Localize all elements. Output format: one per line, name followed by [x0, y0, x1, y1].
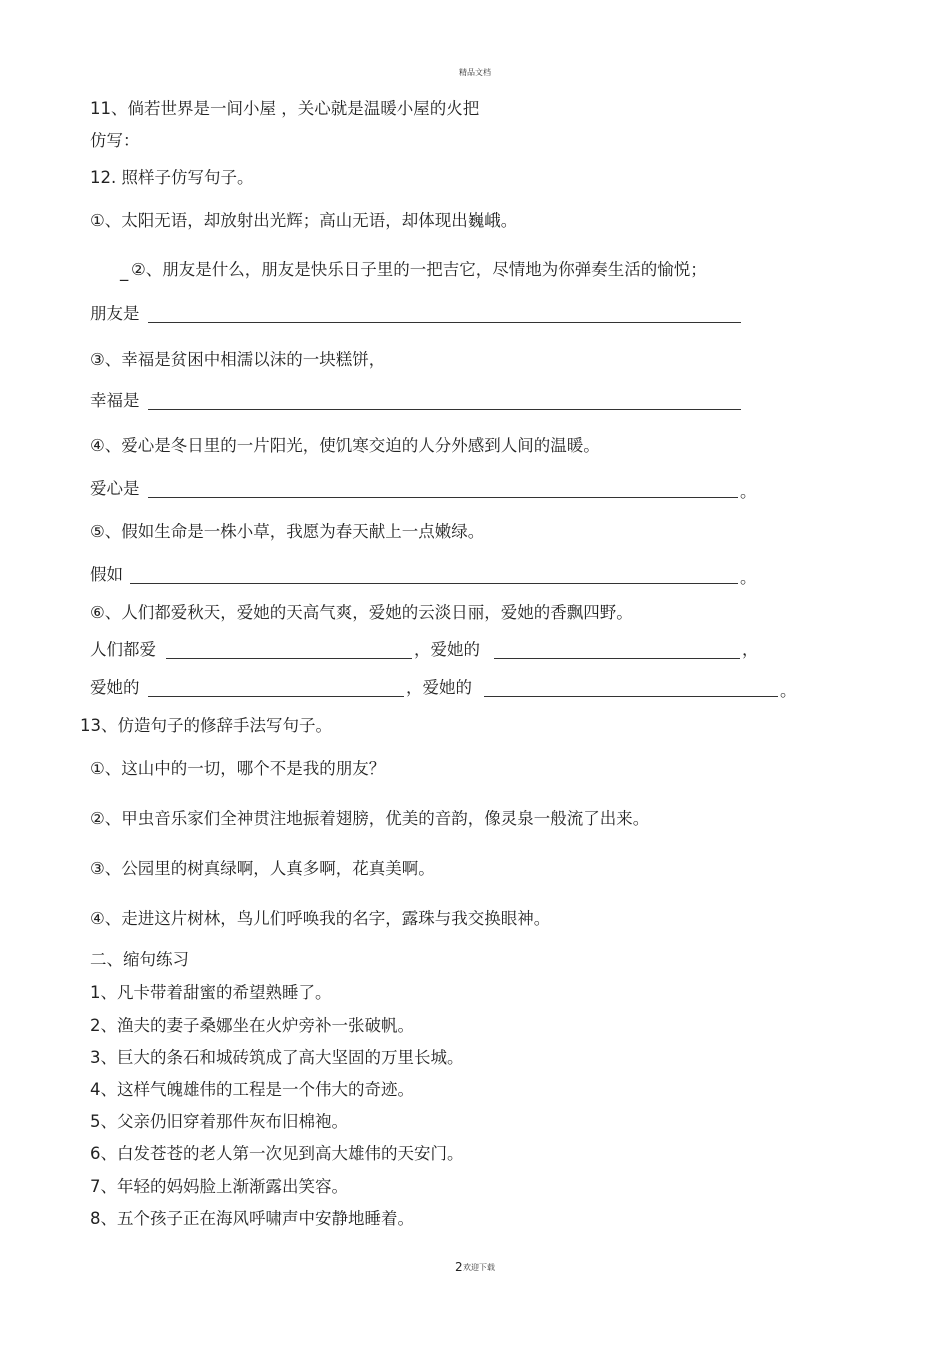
page-footer: 欢迎下载	[463, 1263, 495, 1272]
question-13-item: ①、这山中的一切，哪个不是我的朋友？	[90, 759, 386, 778]
period-5: 。	[740, 568, 757, 587]
answer-line-6d[interactable]	[484, 696, 778, 697]
period-6: 。	[780, 681, 797, 700]
question-13-item: ②、甲虫音乐家们全神贯注地振着翅膀，优美的音韵，像灵泉一般流了出来。	[90, 809, 650, 828]
question-12-prompt-5: 假如	[90, 565, 123, 584]
section-2-item: 2、渔夫的妻子桑娜坐在火炉旁补一张破帆。	[90, 1016, 414, 1035]
page-number: 2	[455, 1260, 463, 1274]
question-11: 11、倘若世界是一间小屋 ，关心就是温暖小屋的火把	[90, 99, 480, 118]
comma-6: ，	[742, 640, 759, 659]
section-2-item: 1、凡卡带着甜蜜的希望熟睡了。	[90, 983, 332, 1002]
answer-line-3[interactable]	[148, 409, 741, 410]
question-12-example-1: ①、太阳无语，却放射出光辉；高山无语，却体现出巍峨。	[90, 211, 518, 230]
section-2-item: 3、巨大的条石和城砖筑成了高大坚固的万里长城。	[90, 1048, 464, 1067]
question-12-prompt-4: 爱心是	[90, 479, 140, 498]
question-12-prompt-6b: ，爱她的	[414, 640, 480, 659]
question-12-prompt-6c: 爱她的	[90, 678, 140, 697]
section-2-item: 6、白发苍苍的老人第一次见到高大雄伟的天安门。	[90, 1144, 464, 1163]
question-12-example-5: ⑤、假如生命是一株小草，我愿为春天献上一点嫩绿。	[90, 522, 485, 541]
period-4: 。	[740, 482, 757, 501]
question-12-example-4: ④、爱心是冬日里的一片阳光，使饥寒交迫的人分外感到人间的温暖。	[90, 436, 600, 455]
question-12-prompt-3: 幸福是	[90, 391, 140, 410]
answer-line-5[interactable]	[130, 583, 738, 584]
section-2-title: 二、缩句练习	[90, 950, 189, 969]
section-2-item: 7、年轻的妈妈脸上渐渐露出笑容。	[90, 1177, 348, 1196]
question-12-example-2: ②、朋友是什么，朋友是快乐日子里的一把吉它，尽情地为你弹奏生活的愉悦；	[131, 260, 707, 279]
answer-line-2[interactable]	[148, 322, 741, 323]
question-12-prompt-6d: ，爱她的	[406, 678, 472, 697]
question-12-example-6: ⑥、人们都爱秋天，爱她的天高气爽，爱她的云淡日丽，爱她的香飘四野。	[90, 603, 633, 622]
question-13-item: ③、公园里的树真绿啊，人真多啊，花真美啊。	[90, 859, 435, 878]
question-12-prompt-2: 朋友是	[90, 304, 140, 323]
question-12-title: 12. 照样子仿写句子。	[90, 168, 254, 187]
section-2-item: 4、这样气魄雄伟的工程是一个伟大的奇迹。	[90, 1080, 414, 1099]
answer-line-6a[interactable]	[166, 658, 412, 659]
section-2-item: 5、父亲仍旧穿着那件灰布旧棉袍。	[90, 1112, 348, 1131]
question-13-title: 13、仿造句子的修辞手法写句子。	[80, 716, 332, 735]
answer-line-6c[interactable]	[148, 696, 404, 697]
question-13-item: ④、走进这片树林，鸟儿们呼唤我的名字，露珠与我交换眼神。	[90, 909, 551, 928]
answer-line-6b[interactable]	[494, 658, 740, 659]
question-12-example-3: ③、幸福是贫困中相濡以沫的一块糕饼，	[90, 350, 386, 369]
question-12-underscore-mark: _	[120, 262, 129, 281]
question-12-prompt-6a: 人们都爱	[90, 640, 156, 659]
section-2-item: 8、五个孩子正在海风呼啸声中安静地睡着。	[90, 1209, 414, 1228]
question-11-imitate-label: 仿写：	[90, 131, 140, 150]
answer-line-4[interactable]	[148, 497, 738, 498]
page-header: 精品文档	[459, 68, 491, 77]
